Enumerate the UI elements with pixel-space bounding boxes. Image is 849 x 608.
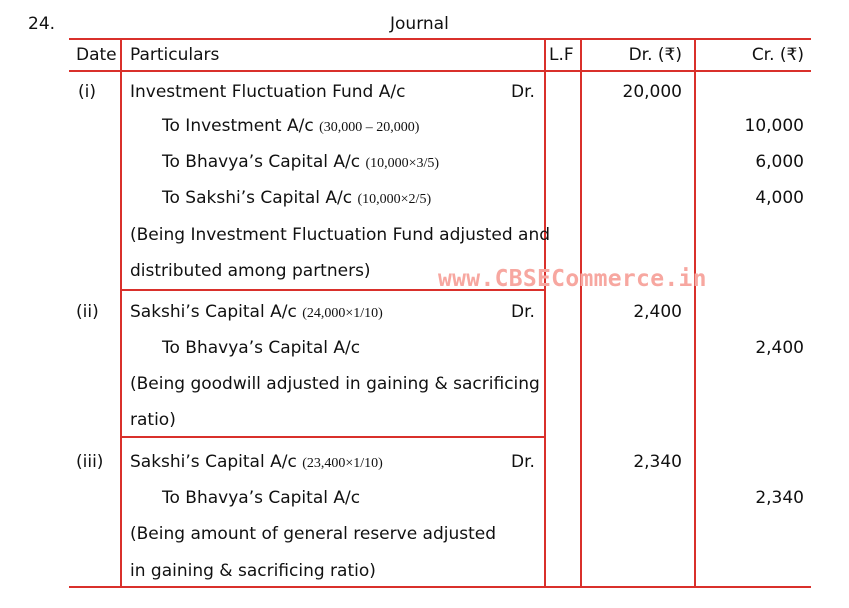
debit-account: Investment Fluctuation Fund A/c	[130, 82, 406, 102]
debit-account-name: Sakshi’s Capital A/c	[130, 302, 297, 322]
credit-account-name: To Bhavya’s Capital A/c	[162, 152, 361, 172]
credit-account	[162, 152, 439, 174]
header-date: Date	[76, 45, 117, 65]
entry-date: (ii)	[76, 302, 99, 322]
debit-calculation: (24,000×1/10)	[302, 306, 383, 321]
dr-marker: Dr.	[511, 82, 535, 102]
credit-account	[162, 188, 431, 210]
question-number: 24.	[28, 14, 56, 34]
header-dr: Dr. (₹)	[628, 45, 682, 65]
header-particulars: Particulars	[130, 45, 220, 65]
credit-calculation: (10,000×2/5)	[357, 192, 432, 207]
entry-date: (i)	[78, 82, 96, 102]
debit-account-name: Sakshi’s Capital A/c	[130, 452, 297, 472]
page-title: Journal	[390, 14, 449, 34]
narration-line: (Being Investment Fluctuation Fund adjusted and	[130, 225, 551, 245]
credit-calculation: (30,000 – 20,000)	[319, 120, 420, 135]
credit-calculation: (10,000×3/5)	[365, 156, 440, 171]
dr-marker: Dr.	[511, 452, 535, 472]
header-lf: L.F	[549, 45, 574, 65]
credit-account-name: To Sakshi’s Capital A/c	[162, 188, 353, 208]
narration-line: distributed among partners)	[130, 261, 371, 281]
credit-amount: 6,000	[755, 152, 804, 172]
debit-amount: 2,400	[633, 302, 682, 322]
credit-amount: 10,000	[744, 116, 804, 136]
header-cr: Cr. (₹)	[751, 45, 804, 65]
credit-amount: 2,400	[755, 338, 804, 358]
debit-calculation: (23,400×1/10)	[302, 456, 383, 471]
entry-separator-2	[120, 436, 545, 438]
debit-amount: 20,000	[622, 82, 682, 102]
table-top-border	[69, 38, 811, 40]
credit-amount: 4,000	[755, 188, 804, 208]
dr-marker: Dr.	[511, 302, 535, 322]
narration-line: (Being amount of general reserve adjusted	[130, 524, 497, 544]
header-bottom-border	[69, 70, 811, 72]
narration-line: ratio)	[130, 410, 176, 430]
narration-line: in gaining & sacrificing ratio)	[130, 561, 376, 581]
credit-account-name: To Investment A/c	[162, 116, 314, 136]
debit-account	[130, 302, 383, 324]
debit-account	[130, 452, 383, 474]
credit-account: To Bhavya’s Capital A/c	[162, 488, 361, 508]
credit-account	[162, 116, 419, 138]
watermark: www.CBSECommerce.in	[438, 266, 707, 292]
col-divider-particulars	[544, 38, 546, 588]
col-divider-date	[120, 38, 122, 588]
credit-amount: 2,340	[755, 488, 804, 508]
narration-line: (Being goodwill adjusted in gaining & sacrificing	[130, 374, 540, 394]
entry-date: (iii)	[76, 452, 104, 472]
table-bottom-border	[69, 586, 811, 588]
credit-account: To Bhavya’s Capital A/c	[162, 338, 361, 358]
debit-amount: 2,340	[633, 452, 682, 472]
